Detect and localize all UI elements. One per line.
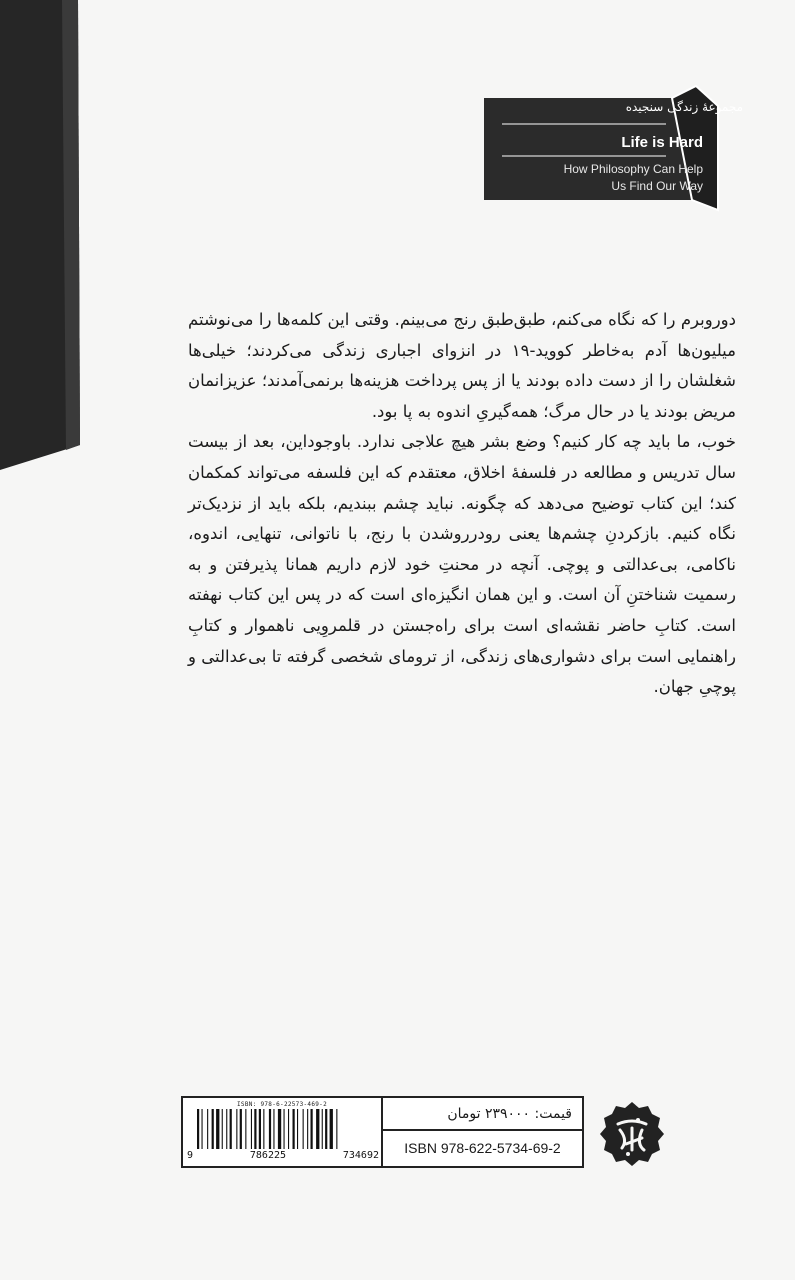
barcode-bar: [197, 1109, 199, 1149]
barcode-top-text: ISBN: 978-6-22573-469-2: [237, 1101, 327, 1108]
barcode-bar: [212, 1109, 214, 1149]
blurb-paragraph-2: خوب، ما باید چه کار کنیم؟ وضع بشر هیچ علاجی ندارد. باوجوداین، بعد از بیست سال تدریس و مطالعه در فلسفهٔ اخلاق، معتقدم که این فلسفه می‌تواند کمکمان کند؛ این کتاب توضیح می‌دهد که چگونه. نباید چشم ببندیم، بلکه باید از نزدیک‌تر نگاه کنیم. بازکردنِ چشم‌ها یعنی رودررو‌شدن با رنج، با ناتوانی، تنهایی، اندوه، ناکامی، بی‌عدالتی و پوچی. آنچه در محنتِ خود لازم داریم همانا پذیرفتن و به رسمیت شناختنِ آن است. و این همان انگیزه‌ای است که در پس این کتاب نهفته است. کتابِ حاضر نقشه‌ای است برای راه‌جستن در قلمروِیی ناهموار و کتابِ راهنمایی است برای دشواری‌های زندگی، از ترومای شخصی گرفته تا بی‌عدالتی و پوچیِ جهان.: [188, 432, 736, 697]
barcode-bar: [293, 1109, 295, 1149]
barcode-bar: [216, 1109, 219, 1149]
barcode-bar: [297, 1109, 298, 1149]
barcode-bar: [303, 1109, 304, 1149]
barcode-bar: [330, 1109, 333, 1149]
barcode-bar: [322, 1109, 323, 1149]
barcode: [183, 1098, 383, 1166]
barcode-bar: [259, 1109, 261, 1149]
price-label: قیمت: ۲۳۹۰۰۰ تومان: [383, 1098, 582, 1131]
barcode-bar: [222, 1109, 223, 1149]
barcode-bar: [230, 1109, 232, 1149]
barcode-bar: [254, 1109, 256, 1149]
book-subtitle-line-1: How Philosophy Can Help: [563, 162, 703, 176]
barcode-bar: [288, 1109, 289, 1149]
barcode-bar: [278, 1109, 281, 1149]
barcode-bar: [311, 1109, 313, 1149]
barcode-bar: [245, 1109, 246, 1149]
barcode-digit-group-2: 734692: [342, 1150, 379, 1161]
series-title-fa: مجموعهٔ زندگی سنجیده: [625, 100, 743, 114]
barcode-bar: [307, 1109, 308, 1149]
barcode-bar: [202, 1109, 203, 1149]
barcode-bar: [325, 1109, 327, 1149]
isbn-label: ISBN 978-622-5734-69-2: [404, 1140, 561, 1156]
barcode-bar: [226, 1109, 227, 1149]
book-title-en: Life is Hard: [621, 134, 703, 151]
barcode-digits: [187, 1150, 379, 1161]
tarjoman-logo-icon: [598, 1100, 666, 1168]
barcode-digit-group-1: 786225: [249, 1150, 287, 1161]
barcode-bar: [251, 1109, 252, 1149]
barcode-bar: [284, 1109, 285, 1149]
barcode-bar: [336, 1109, 337, 1149]
cover-spine-strip: [0, 0, 80, 470]
back-cover-blurb: [188, 305, 736, 703]
barcode-bar: [236, 1109, 237, 1149]
barcode-digit-prefix: 9: [187, 1150, 194, 1161]
book-subtitle-line-2: Us Find Our Way: [611, 179, 703, 193]
barcode-bar: [240, 1109, 242, 1149]
book-subtitle-en: [503, 161, 703, 195]
blurb-paragraph-1: دوروبرم را که نگاه می‌کنم، طبق‌طبق رنج می‌بینم. وقتی این کلمه‌ها را می‌نوشتم میلیون‌ها آدم به‌خاطر کووید-۱۹ در انزوای اجباری زندگی می‌کردند؛ خیلی‌ها شغلشان را از دست داده بودند یا از پس پرداخت هزینه‌ها برنمی‌آمدند؛ عزیزانمان مریض بودند یا در حال مرگ؛ همه‌گیریِ اندوه به پا بود.: [188, 310, 736, 421]
barcode-bar: [263, 1109, 264, 1149]
price-area: [383, 1098, 582, 1166]
price-isbn-box: [181, 1096, 584, 1168]
barcode-bar: [316, 1109, 319, 1149]
barcode-bar: [207, 1109, 208, 1149]
barcode-bar: [273, 1109, 274, 1149]
barcode-bars: [197, 1109, 377, 1149]
barcode-bar: [269, 1109, 271, 1149]
